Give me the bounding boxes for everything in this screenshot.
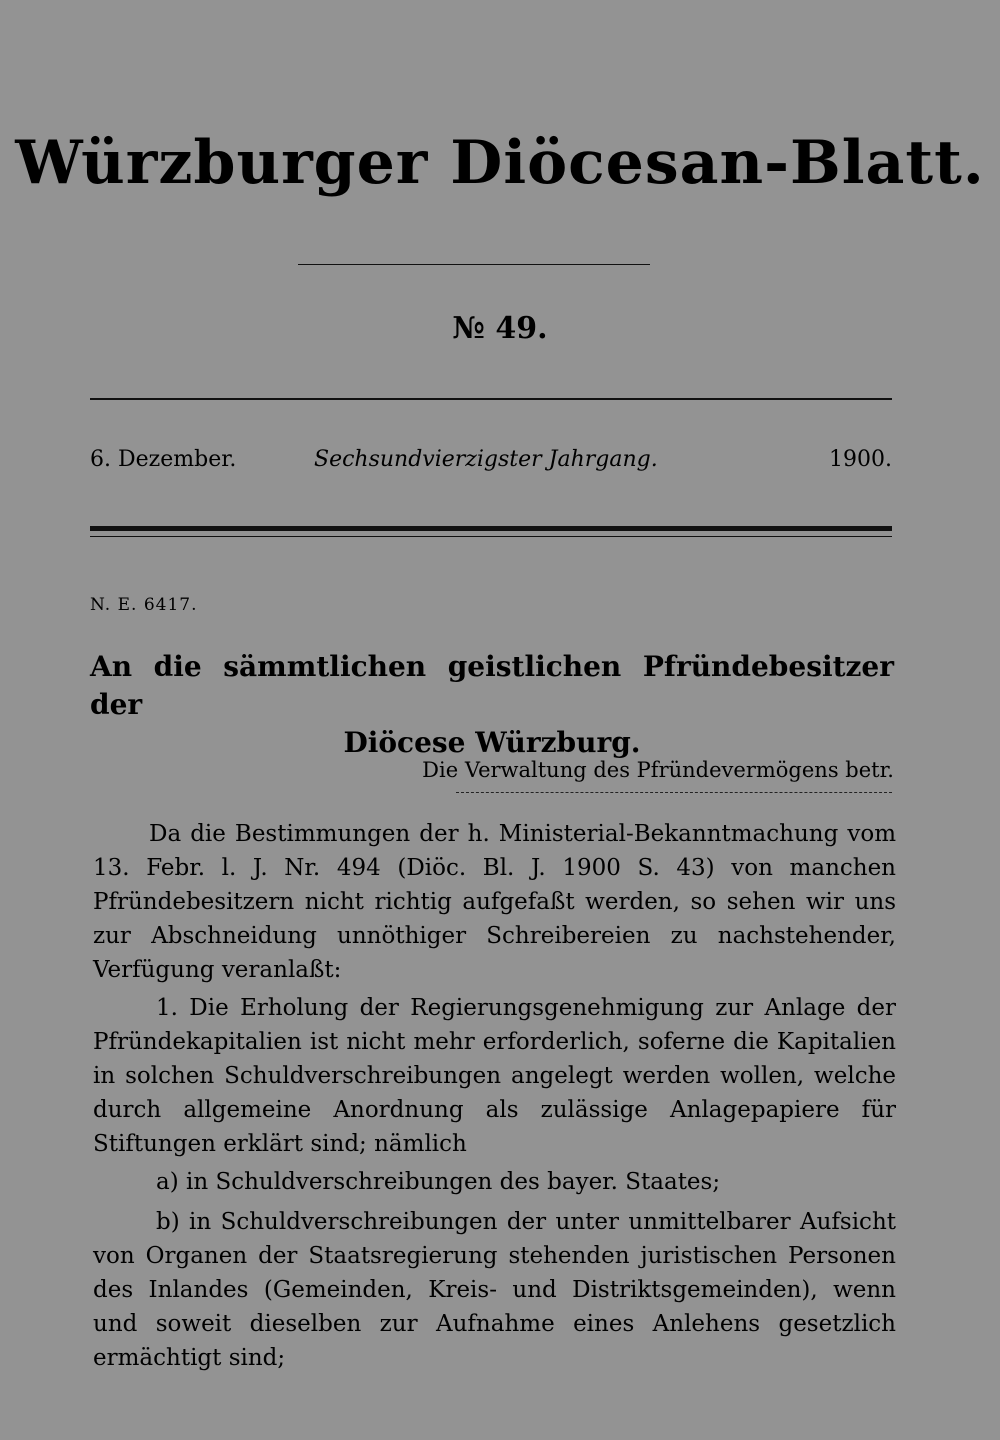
notice-body [93,817,896,1375]
item-1a: a) in Schuldverschreibungen des bayer. Staates; [156,1169,721,1195]
reference-number: N. E. 6417. [90,595,198,615]
issue-year: 1900. [829,447,892,472]
issue-date: 6. Dezember. [90,447,237,472]
masthead-title: Würzburger Diöcesan-Blatt. [15,128,985,198]
item-1: 1. Die Erholung der Regierungsgenehmigung zur Anlage der Pfründekapitalien ist nicht mehr erforderlich, soferne die Kapitalien in solchen Schuldverschreibungen angelegt werden wollen, welche durch allgemeine Anordnung als zulässige Anlagepapiere für Stiftungen erklärt sind; nämlich [93,995,896,1157]
heading-line-2: Diöcese Würzburg. [343,726,641,759]
notice-heading [90,648,894,762]
header-rule-thin [90,536,892,537]
issue-divider [90,398,892,400]
issue-number: № 49. [452,311,548,346]
subject-line: Die Verwaltung des Pfründevermögens betr. [422,758,894,782]
volume-label: Sechsundvierzigster Jahrgang. [314,447,658,472]
header-rule-thick [90,526,892,531]
title-divider [298,264,650,265]
paragraph-intro: Da die Bestimmungen der h. Ministerial-Bekanntmachung vom 13. Febr. l. J. Nr. 494 (Diöc. Bl. J. 1900 S. 43) von manchen Pfründebesitzern nicht richtig aufgefaßt werden, so sehen wir uns zur Abschneidung unnöthiger Schreibereien zu nachstehender, Verfügung veranlaßt: [93,821,896,983]
dateline [90,447,892,483]
subject-underline [456,792,892,793]
item-1b: b) in Schuldverschreibungen der unter unmittelbarer Aufsicht von Organen der Staatsregierung stehenden juristischen Personen des Inlandes (Gemeinden, Kreis- und Distriktsgemeinden), wenn und soweit dieselben zur Aufnahme eines Anlehens gesetzlich ermächtigt sind; [93,1209,896,1371]
heading-line-1: An die sämmtlichen geistlichen Pfründebesitzer der [90,650,894,721]
